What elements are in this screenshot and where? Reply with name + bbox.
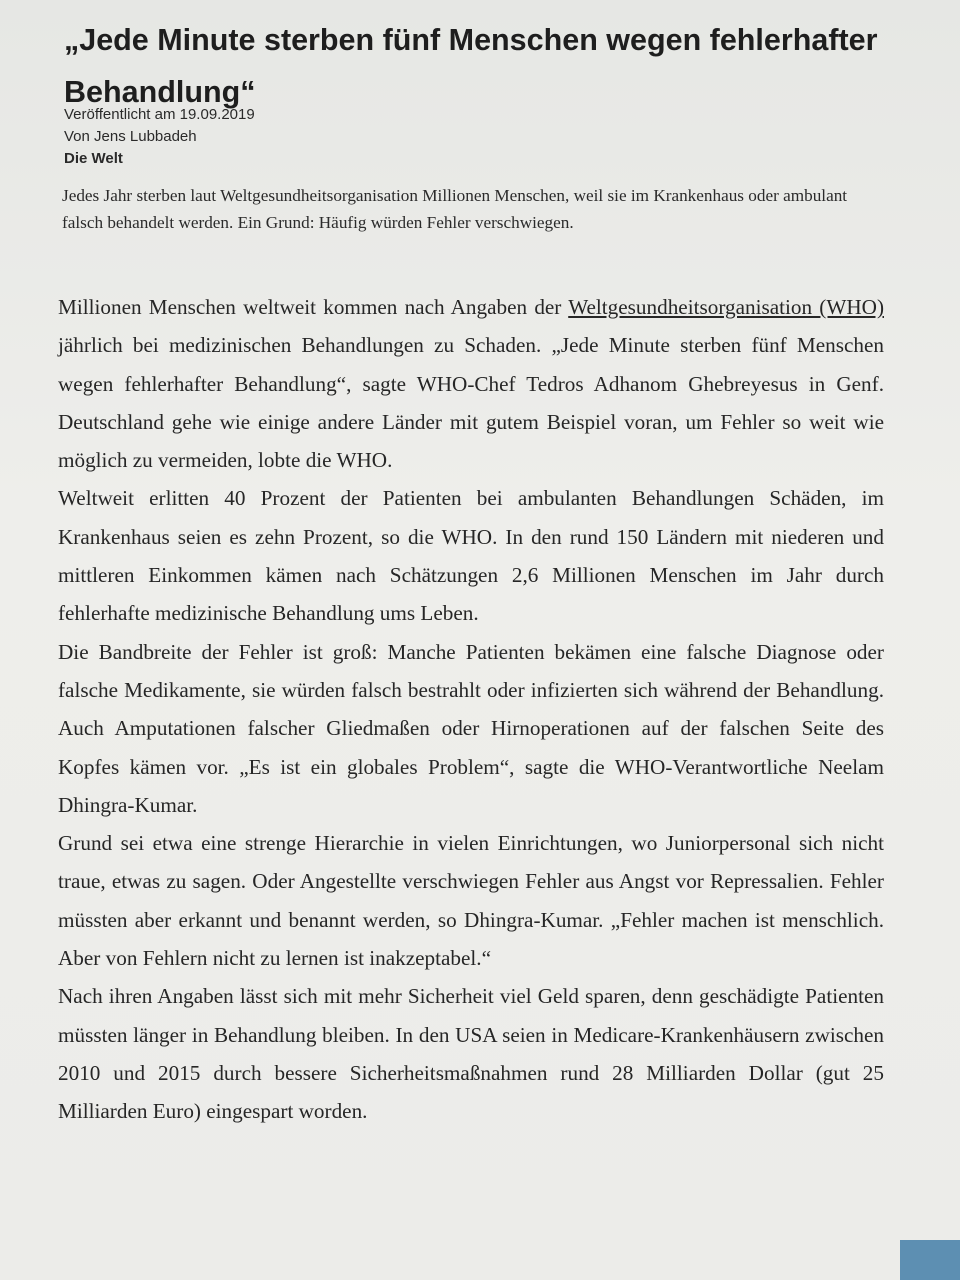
paragraph-4: Grund sei etwa eine strenge Hierarchie in vielen Einrichtungen, wo Juniorpersonal sich nicht traue, etwas zu sagen. Oder Angestellte verschwiegen Fehler aus Angst vor Repressalien. Fehler müssten aber erkannt und benannt werden, so Dhingra-Kumar. „Fehler machen ist menschlich. Aber von Fehlern nicht zu lernen ist inakzeptabel.“ bbox=[58, 831, 884, 971]
source-name: Die Welt bbox=[64, 150, 123, 167]
paragraph-5: Nach ihren Angaben lässt sich mit mehr Sicherheit viel Geld sparen, denn geschädigte Patienten müssten länger in Behandlung bleiben. In den USA seien in Medicare-Krankenhäusern zwischen 2010 und 2015 durch bessere Sicherheitsmaßnahmen rund 28 Milliarden Dollar (gut 25 Milliarden Euro) eingespart worden. bbox=[58, 984, 884, 1124]
publish-date: Veröffentlicht am 19.09.2019 bbox=[64, 106, 255, 123]
headline: „Jede Minute sterben fünf Menschen wegen fehlerhafter Behandlung“ bbox=[64, 23, 878, 109]
paragraph-3: Die Bandbreite der Fehler ist groß: Manche Patienten bekämen eine falsche Diagnose oder falsche Medikamente, sie würden falsch bestrahlt oder infizierten sich während der Behandlung. Auch Amputationen falscher Gliedmaßen oder Hirnoperationen auf der falschen Seite des Kopfes kämen vor. „Es ist ein globales Problem“, sagte die WHO-Verantwortliche Neelam Dhingra-Kumar. bbox=[58, 639, 884, 817]
paragraph-1-rest: jährlich bei medizinischen Behandlungen zu Schaden. „Jede Minute sterben fünf Menschen wegen fehlerhafter Behandlung“, sagte WHO-Chef Tedros Adhanom Ghebreyesus in Genf. Deutschland gehe wie einige andere Länder mit gutem Beispiel voran, um Fehler so weit wie möglich zu vermeiden, lobte die WHO. bbox=[58, 333, 884, 473]
article-body bbox=[58, 288, 884, 1131]
background-edge bbox=[900, 1240, 960, 1280]
paragraph-1 bbox=[58, 288, 884, 479]
article-meta bbox=[64, 104, 564, 170]
paragraph-2: Weltweit erlitten 40 Prozent der Patienten bei ambulanten Behandlungen Schäden, im Krankenhaus seien es zehn Prozent, so die WHO. In den rund 150 Ländern mit niederen und mittleren Einkommen kämen nach Schätzungen 2,6 Millionen Menschen im Jahr durch fehlerhafte medizinische Behandlung ums Leben. bbox=[58, 486, 884, 626]
who-link[interactable]: Weltgesundheitsorganisation (WHO) bbox=[568, 295, 884, 319]
paragraph-1-start: Millionen Menschen weltweit kommen nach Angaben der bbox=[58, 295, 569, 319]
author: Von Jens Lubbadeh bbox=[64, 128, 197, 145]
lede-paragraph: Jedes Jahr sterben laut Weltgesundheitsorganisation Millionen Menschen, weil sie im Krankenhaus oder ambulant falsch behandelt werden. Ein Grund: Häufig würden Fehler verschwiegen. bbox=[62, 186, 848, 232]
